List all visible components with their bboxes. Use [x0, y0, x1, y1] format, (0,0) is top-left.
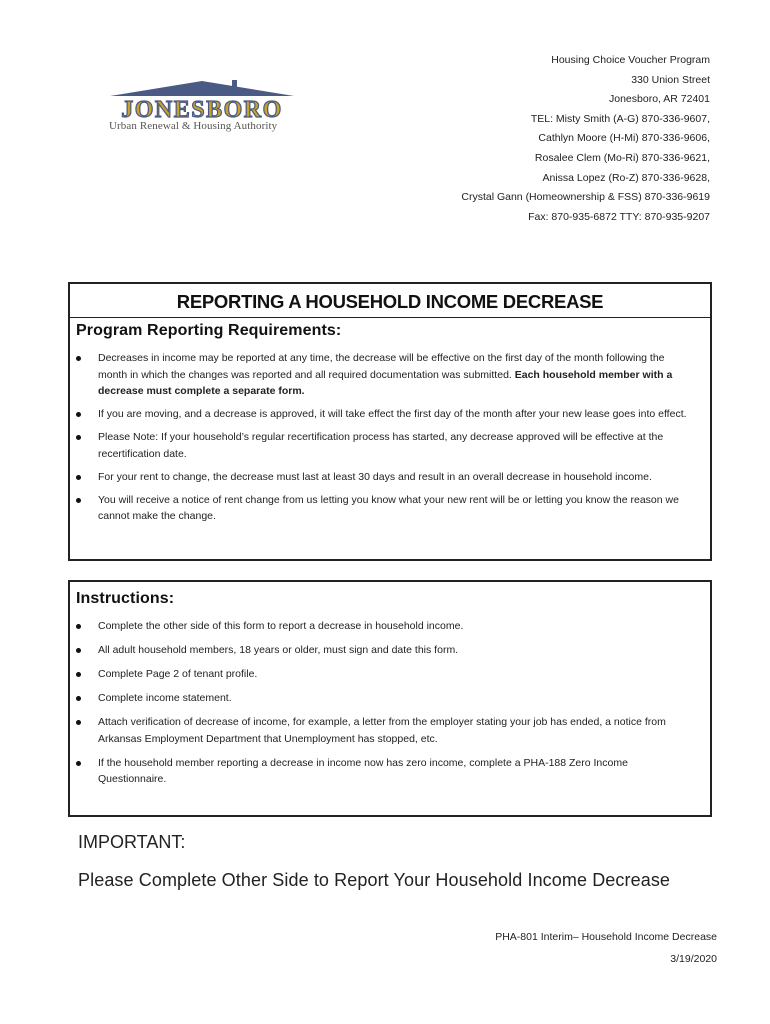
form-id: PHA-801 Interim– Household Income Decrease	[495, 931, 717, 943]
list-item-text: Complete income statement.	[98, 692, 232, 704]
requirements-heading: Program Reporting Requirements:	[76, 322, 342, 339]
bullet-icon	[76, 498, 81, 503]
important-message: Please Complete Other Side to Report Your Household Income Decrease	[78, 870, 671, 890]
logo-wordmark: JONESBORO	[121, 97, 283, 122]
requirements-box	[68, 282, 712, 561]
bullet-icon	[76, 475, 81, 480]
contact-line: Rosalee Clem (Mo-Ri) 870-336-9621,	[534, 151, 710, 164]
contact-line: Crystal Gann (Homeownership & FSS) 870-336-9619	[461, 191, 710, 204]
list-item	[70, 642, 710, 659]
instructions-box	[68, 580, 712, 817]
requirements-list	[70, 350, 710, 525]
list-item-text: Please Note: If your household’s regular recertification process has started, any decrease approved will be effective at the recertification date.	[98, 431, 664, 460]
list-item-text: Complete Page 2 of tenant profile.	[98, 668, 258, 680]
contact-line: Housing Choice Voucher Program	[551, 54, 710, 66]
list-item	[70, 666, 710, 683]
bullet-icon	[76, 761, 81, 766]
instructions-list	[70, 618, 710, 788]
bullet-icon	[76, 412, 81, 417]
list-item-text: Decreases in income may be reported at any time, the decrease will be effective on the first day of the month following the month in which the changes was reported and all required documentation was submitted.	[98, 352, 665, 381]
contact-line: Anissa Lopez (Ro-Z) 870-336-9628,	[542, 171, 710, 184]
list-item-text: All adult household members, 18 years or older, must sign and date this form.	[98, 644, 459, 656]
list-item	[70, 618, 710, 635]
contact-line: TEL: Misty Smith (A-G) 870-336-9607,	[530, 112, 710, 125]
contact-block	[461, 51, 710, 227]
list-item-text: If you are moving, and a decrease is approved, it will take effect the first day of the month after your new lease goes into effect.	[98, 408, 687, 420]
list-item-text: Complete the other side of this form to report a decrease in household income.	[98, 620, 464, 632]
form-title: REPORTING A HOUSEHOLD INCOME DECREASE	[70, 284, 710, 318]
jonesboro-logo	[106, 78, 298, 136]
list-item-text: For your rent to change, the decrease must last at least 30 days and result in an overall decrease in household income.	[98, 470, 652, 483]
bullet-icon	[76, 648, 81, 653]
list-item	[70, 350, 710, 400]
contact-line: Jonesboro, AR 72401	[609, 93, 710, 106]
list-item	[70, 690, 710, 707]
list-item-text: Attach verification of decrease of income, for example, a letter from the employer stating your job has ended, a notice from Arkansas Employment Department that Unemployment has stopped, etc.	[98, 716, 666, 745]
list-item	[70, 714, 710, 747]
list-item	[70, 406, 710, 423]
form-date: 3/19/2020	[670, 953, 717, 965]
list-item	[70, 492, 710, 525]
bullet-icon	[76, 624, 81, 629]
contact-line: Cathlyn Moore (H-Mi) 870-336-9606,	[538, 132, 710, 145]
list-item	[70, 429, 710, 462]
bullet-icon	[76, 672, 81, 677]
list-item-text: If the household member reporting a decrease in income now has zero income, complete a PHA-188 Zero Income Questionnaire.	[98, 756, 628, 785]
list-item-bold-text: Each household member with a decrease must complete a separate form.	[98, 368, 673, 397]
list-item-text: You will receive a notice of rent change from us letting you know what your new rent will be or letting you know the reason we cannot make the change.	[98, 493, 679, 522]
logo-graphic	[106, 78, 298, 122]
logo-subtitle: Urban Renewal & Housing Authority	[109, 120, 278, 132]
contact-line: Fax: 870-935-6872 TTY: 870-935-9207	[528, 210, 710, 223]
important-label: IMPORTANT:	[78, 832, 186, 852]
contact-line: 330 Union Street	[631, 73, 710, 86]
bullet-icon	[76, 435, 81, 440]
chimney-icon	[232, 80, 237, 89]
bullet-icon	[76, 356, 81, 361]
roof-icon	[110, 81, 294, 96]
list-item	[70, 469, 710, 486]
bullet-icon	[76, 720, 81, 725]
instructions-heading: Instructions:	[76, 590, 175, 607]
list-item	[70, 755, 710, 788]
footer	[495, 926, 717, 970]
bullet-icon	[76, 696, 81, 701]
